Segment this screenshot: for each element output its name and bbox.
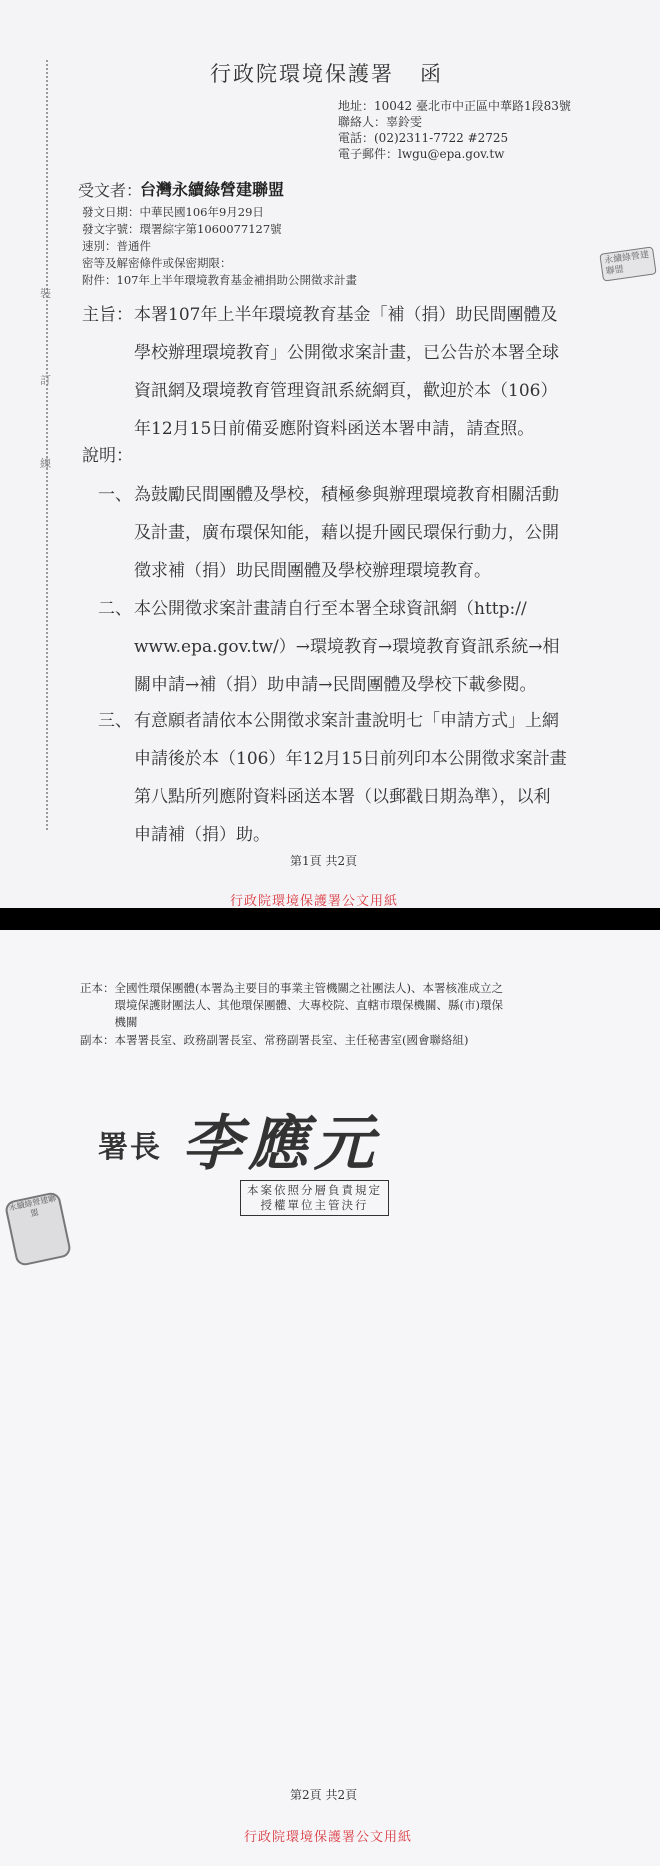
stamp-text: 永續綠營建聯盟 bbox=[603, 250, 650, 278]
attachment: 附件：107年上半年環境教育基金補捐助公開徵求計畫 bbox=[82, 273, 357, 287]
item-number: 一、 bbox=[98, 485, 132, 505]
item-number: 三、 bbox=[98, 711, 132, 731]
received-stamp bbox=[599, 246, 656, 281]
subject-line: 資訊網及環境教育管理資訊系統網頁，歡迎於本（106） bbox=[134, 381, 558, 401]
stamp-text: 永續綠營建聯盟 bbox=[8, 1193, 57, 1219]
issue-number: 發文字號：環署綜字第1060077127號 bbox=[82, 222, 282, 236]
director-signature: 李應元 bbox=[182, 1109, 380, 1179]
binding-char: 線 bbox=[40, 457, 51, 470]
explanation-label: 說明： bbox=[82, 446, 133, 466]
delegation-line: 授權單位主管決行 bbox=[260, 1198, 369, 1212]
document-page-1 bbox=[0, 0, 660, 908]
item-number: 二、 bbox=[98, 599, 132, 619]
item-line: 及計畫，廣布環保知能，藉以提升國民環保行動力，公開 bbox=[134, 523, 559, 543]
footer-letterhead: 行政院環境保護署公文用紙 bbox=[244, 1830, 413, 1845]
subject-label: 主旨： bbox=[82, 305, 133, 325]
confidentiality: 密等及解密條件或保密期限： bbox=[82, 256, 232, 270]
subject-body bbox=[134, 296, 559, 448]
binding-char: 訂 bbox=[40, 374, 51, 387]
binding-line bbox=[46, 60, 48, 830]
item-line: 本公開徵求案計畫請自行至本署全球資訊網（http:// bbox=[134, 599, 527, 619]
cc-line: 正本：全國性環保團體(本署為主要目的事業主管機關之社團法人)、本署核准成立之 bbox=[80, 981, 503, 995]
item-line: 有意願者請依本公開徵求案計畫說明七「申請方式」上網 bbox=[134, 711, 559, 731]
item-body bbox=[134, 476, 559, 590]
contact-person: 聯絡人：辜鈴雯 bbox=[338, 115, 423, 129]
item-line: 申請後於本（106）年12月15日前列印本公開徵求案計畫 bbox=[134, 749, 567, 769]
subject-line: 本署107年上半年環境教育基金「補（捐）助民間團體及 bbox=[134, 305, 558, 325]
item-line: 關申請→補（捐）助申請→民間團體及學校下載參閱。 bbox=[134, 675, 537, 695]
item-line: www.epa.gov.tw/）→環境教育→環境教育資訊系統→相 bbox=[134, 637, 560, 657]
item-line: 徵求補（捐）助民間團體及學校辦理環境教育。 bbox=[134, 561, 491, 581]
subject-line: 學校辦理環境教育」公開徵求案計畫，已公告於本署全球 bbox=[134, 343, 559, 363]
item-line: 第八點所列應附資料函送本署（以郵戳日期為準），以利 bbox=[134, 787, 551, 807]
item-body bbox=[134, 702, 567, 854]
recipient-name: 台灣永續綠營建聯盟 bbox=[140, 180, 285, 199]
issue-date: 發文日期：中華民國106年9月29日 bbox=[82, 205, 264, 219]
binding-char: 裝 bbox=[40, 287, 51, 300]
cc-list bbox=[80, 980, 503, 1031]
footer-letterhead: 行政院環境保護署公文用紙 bbox=[230, 894, 399, 908]
director-title: 署長 bbox=[98, 1130, 162, 1165]
delegation-line: 本案依照分層負責規定 bbox=[247, 1183, 382, 1197]
item-body bbox=[134, 590, 559, 704]
cc-line: 機關 bbox=[80, 1015, 138, 1029]
contact-phone: 電話：(02)2311-7722 #2725 bbox=[338, 131, 509, 145]
delegation-notice bbox=[240, 1180, 389, 1216]
item-line: 申請補（捐）助。 bbox=[134, 825, 270, 845]
contact-email: 電子郵件：lwgu@epa.gov.tw bbox=[338, 147, 505, 161]
cc-line: 環境保護財團法人、其他環保團體、大專校院、直轄市環保機關、縣(市)環保 bbox=[80, 998, 503, 1012]
document-type: 函 bbox=[420, 62, 441, 86]
recipient-label: 受文者： bbox=[78, 181, 143, 200]
item-line: 為鼓勵民間團體及學校，積極參與辦理環境教育相關活動 bbox=[134, 485, 559, 505]
page-number: 第1頁 共2頁 bbox=[290, 854, 358, 868]
page-number: 第2頁 共2頁 bbox=[290, 1788, 358, 1802]
document-page-2 bbox=[0, 930, 660, 1866]
subject-line: 年12月15日前備妥應附資料函送本署申請，請查照。 bbox=[134, 419, 535, 439]
contact-address: 地址：10042 臺北市中正區中華路1段83號 bbox=[338, 99, 571, 113]
delivery-speed: 速別：普通件 bbox=[82, 239, 151, 253]
agency-name: 行政院環境保護署 bbox=[210, 62, 394, 86]
copy-list: 副本：本署署長室、政務副署長室、常務副署長室、主任秘書室(國會聯絡組) bbox=[80, 1033, 469, 1047]
